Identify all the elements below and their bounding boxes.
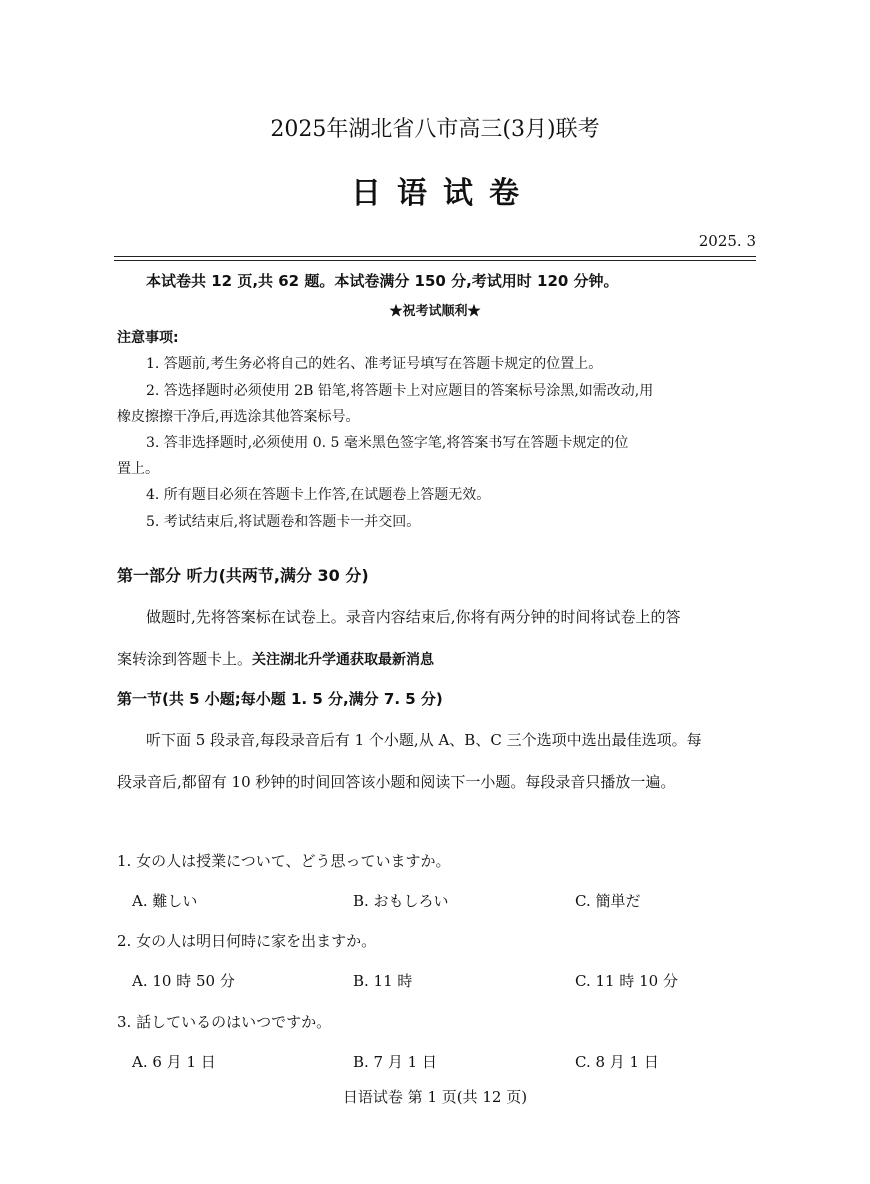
note-item: 5. 考试结束后,将试题卷和答题卡一并交回。	[146, 514, 421, 530]
section-heading: 第一节(共 5 小题;每小题 1. 5 分,满分 7. 5 分)	[117, 690, 443, 708]
exam-summary: 本试卷共 12 页,共 62 题。本试卷满分 150 分,考试用时 120 分钟。	[146, 272, 619, 290]
option-c: C. 8 月 1 日	[575, 1053, 659, 1071]
note-item: 4. 所有题目必须在答题卡上作答,在试题卷上答题无效。	[146, 487, 491, 503]
header-rule-top	[114, 256, 756, 257]
option-c: C. 簡単だ	[575, 892, 641, 910]
promo-note: 关注湖北升学通获取最新消息	[252, 652, 435, 668]
question-2: 2. 女の人は明日何時に家を出ますか。	[117, 932, 377, 950]
section-instructions-continued: 段录音后,都留有 10 秒钟的时间回答该小题和阅读下一小题。每段录音只播放一遍。	[117, 773, 676, 791]
question-1: 1. 女の人は授業について、どう思っていますか。	[117, 852, 451, 870]
option-b: B. 7 月 1 日	[353, 1053, 437, 1071]
exam-title: 2025年湖北省八市高三(3月)联考	[270, 117, 600, 142]
subject-title: 日语试卷	[351, 176, 535, 211]
part-intro: 做题时,先将答案标在试卷上。录音内容结束后,你将有两分钟的时间将试卷上的答	[146, 608, 681, 626]
question-3: 3. 話しているのはいつですか。	[117, 1013, 332, 1031]
note-item-continued: 置上。	[117, 461, 159, 477]
part-intro-text: 案转涂到答题卡上。	[117, 650, 253, 668]
header-rule-bottom	[114, 260, 756, 261]
good-luck-banner: ★祝考试顺利★	[389, 304, 481, 319]
option-b: B. おもしろい	[353, 892, 449, 910]
section-instructions: 听下面 5 段录音,每段录音后有 1 个小题,从 A、B、C 三个选项中选出最佳选项。每	[146, 731, 702, 749]
option-a: A. 10 時 50 分	[132, 972, 235, 990]
note-item: 3. 答非选择题时,必须使用 0. 5 毫米黑色签字笔,将答案书写在答题卡规定的位	[146, 435, 629, 451]
note-item: 1. 答题前,考生务必将自己的姓名、准考证号填写在答题卡规定的位置上。	[146, 356, 603, 372]
exam-date: 2025. 3	[698, 232, 756, 250]
option-b: B. 11 時	[353, 972, 413, 990]
note-item-continued: 橡皮擦擦干净后,再选涂其他答案标号。	[117, 409, 360, 425]
notes-heading: 注意事项:	[117, 330, 179, 346]
option-c: C. 11 時 10 分	[575, 972, 678, 990]
part-heading: 第一部分 听力(共两节,满分 30 分)	[117, 566, 369, 585]
option-a: A. 難しい	[132, 892, 198, 910]
note-item: 2. 答选择题时必须使用 2B 铅笔,将答题卡上对应题目的答案标号涂黑,如需改动,用	[146, 383, 654, 399]
part-intro-continued	[117, 648, 434, 669]
page-footer: 日语试卷 第 1 页(共 12 页)	[342, 1088, 528, 1106]
option-a: A. 6 月 1 日	[132, 1053, 216, 1071]
